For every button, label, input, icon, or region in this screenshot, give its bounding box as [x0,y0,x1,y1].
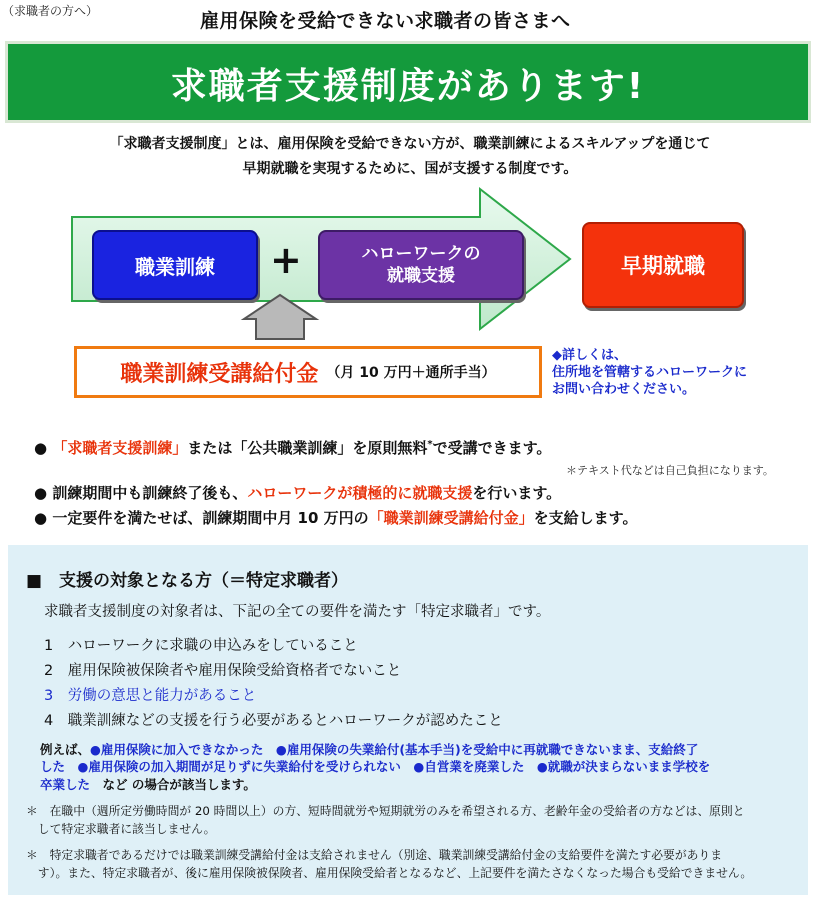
bullet-2-start: 訓練期間中も訓練終了後も、 [52,484,248,502]
footnote-1-line-1: ＊ 在職中（週所定労働時間が 20 時間以上）の方、短時間就労や短期就労のみを希望される方、老齢年金の受給者の方などは、原則と [26,804,745,818]
footnote-2-line-1: ＊ 特定求職者であるだけでは職業訓練受講給付金は支給されません（別途、職業訓練受講給付金の支給要件を満たす必要がありま [26,848,723,862]
footnote-1 [26,802,796,839]
bullet-dot: ● [34,484,48,502]
bullet-3-start: 一定要件を満たせば、訓練期間中月 10 万円の [52,509,369,527]
examples-block [40,741,800,793]
contact-line-1: ◆詳しくは、 [552,348,627,363]
bullet-1-mark: * [427,439,433,450]
footnote-2-line-2: す）。また、特定求職者が、後に雇用保険被保険者、雇用保険受給者となるなど、上記要件を満たさなくなった場合も受給できません。 [26,866,753,881]
benefit-box [74,346,542,398]
requirement-3: 3 労働の意思と能力があること [44,688,257,704]
requirement-1: 1 ハローワークに求職の申込みをしていること [44,638,358,654]
contact-line-3: お問い合わせください。 [552,381,696,397]
bullet-benefit [34,507,637,528]
bullet-1-highlight: 「求職者支援訓練」 [52,439,188,457]
example-line-1 [40,741,800,758]
example-line-3 [40,776,800,793]
requirement-2: 2 雇用保険被保険者や雇用保険受給資格者でないこと [44,663,402,679]
bullet-1-end: で受講できます。 [432,439,552,457]
early-employment-box: 早期就職 [582,222,744,308]
bullet-1-middle: または「公共職業訓練」を原則無料 [187,439,428,457]
contact-note [552,348,802,399]
bullet-free-training [34,437,551,458]
bullet-dot: ● [34,439,48,457]
hellowork-line-1: ハローワークの [361,243,481,264]
title-banner [8,44,808,120]
hellowork-support-box [318,230,524,300]
intro-line-1: 「求職者支援制度」とは、雇用保険を受給できない方が、職業訓練によるスキルアップを通じて [109,136,711,152]
contact-line-2: 住所地を管轄するハローワークに [552,364,748,380]
training-box: 職業訓練 [92,230,258,300]
banner-title: 求職者支援制度があります! [170,66,646,107]
audience-label: （求職者の方へ） [2,4,99,18]
page-headline: 雇用保険を受給できない求職者の皆さまへ [200,10,571,32]
bullet-2-highlight: ハローワークが積極的に就職支援 [247,484,473,502]
text-cost-note: ＊テキスト代などは自己負担になります。 [566,464,774,477]
footnote-2 [26,846,796,883]
example-intro: 例えば、 [40,742,91,757]
benefit-amount: （月 10 万円＋通所手当） [326,365,496,381]
example-cases-3: 卒業した [40,776,91,792]
example-line-2: した ●雇用保険の加入期間が足りずに失業給付を受けられない ●自営業を廃業した ●就職が決まらないまま学校を [40,759,711,775]
bullet-2-end: を行います。 [472,484,562,502]
requirement-4: 4 職業訓練などの支援を行う必要があるとハローワークが認めたこと [44,713,503,729]
benefit-title: 職業訓練受講給付金 [120,361,319,387]
example-cases-1: ●雇用保険に加入できなかった ●雇用保険の失業給付(基本手当)を受給中に再就職できないまま、支給終了 [90,742,699,757]
bullet-3-highlight: 「職業訓練受講給付金」 [368,509,534,527]
example-ending: など の場合が該当します。 [90,776,256,792]
eligibility-title: ■ 支援の対象となる方（＝特定求職者） [26,571,349,591]
hellowork-line-2: 就職支援 [387,266,455,286]
plus-icon: + [270,238,302,282]
bullet-job-support [34,482,561,503]
eligibility-lead: 求職者支援制度の対象者は、下記の全ての要件を満たす「特定求職者」です。 [44,604,551,620]
footnote-1-line-2: して特定求職者に該当しません。 [26,822,216,837]
intro-line-2: 早期就職を実現するために、国が支援する制度です。 [242,161,578,177]
bullet-dot: ● [34,509,48,527]
bullet-3-end: を支給します。 [533,509,638,527]
